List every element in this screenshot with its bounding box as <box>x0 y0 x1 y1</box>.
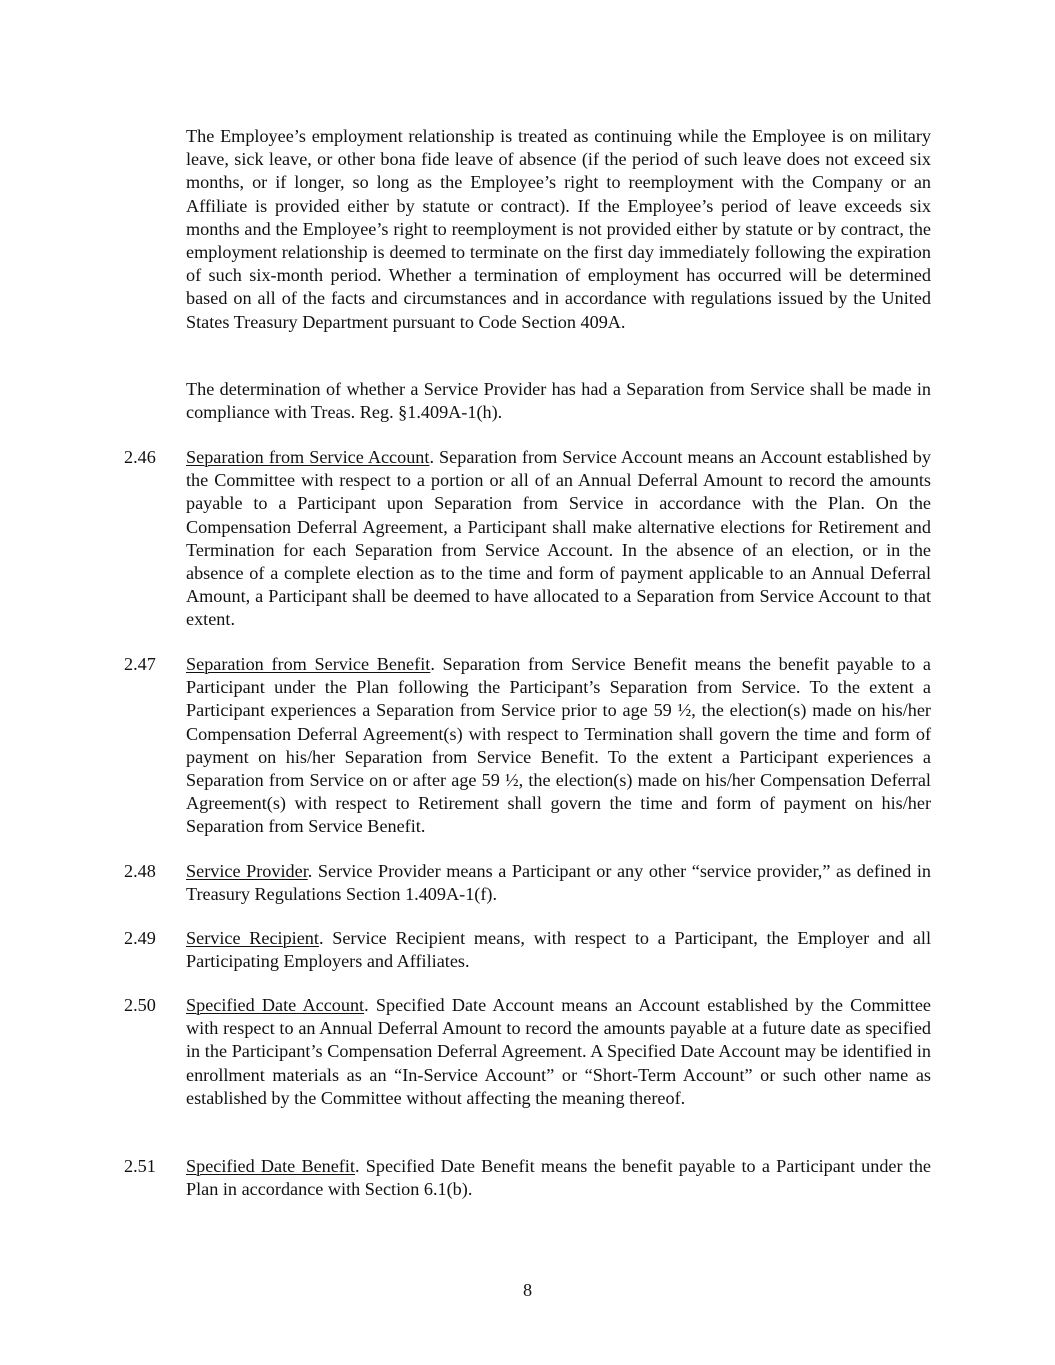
section-2-47 <box>124 653 931 839</box>
section-2-49 <box>124 927 931 973</box>
section-2-51 <box>124 1155 931 1201</box>
defined-term: Separation from Service Account <box>186 447 430 467</box>
defined-term: Service Provider <box>186 861 308 881</box>
definition-text: . Separation from Service Benefit means the benefit payable to a Participant under the Plan following the Participant’s Separation from Service. To the extent a Participant experiences a Separation from Service prior to age 59 ½, the election(s) made on his/her Compensation Deferral Agreement(s) with respect to Termination shall govern the time and form of payment on his/her Separation from Service Benefit. To the extent a Participant experiences a Separation from Service on or after age 59 ½, the election(s) made on his/her Compensation Deferral Agreement(s) with respect to Retirement shall govern the time and form of payment on his/her Separation from Service Benefit. <box>186 654 932 837</box>
intro-paragraph-leave: The Employee’s employment relationship is treated as continuing while the Employee is on military leave, sick leave, or other bona fide leave of absence (if the period of such leave does not exceed six months, or if longer, so long as the Employee’s right to reemployment with the Company or an Affiliate is provided either by statute or contract). If the Employee’s period of leave exceeds six months and the Employee’s right to reemployment is not provided either by statute or by contract, the employment relationship is deemed to terminate on the first day immediately following the expiration of such six-month period. Whether a termination of employment has occurred will be determined based on all of the facts and circumstances and in accordance with regulations issued by the United States Treasury Department pursuant to Code Section 409A. <box>186 126 931 332</box>
definition-text: . Service Provider means a Participant or any other “service provider,” as defined in Treasury Regulations Section 1.409A-1(f). <box>186 861 931 905</box>
section-2-46 <box>124 446 931 632</box>
definition-text: . Service Recipient means, with respect to a Participant, the Employer and all Participating Employers and Affiliates. <box>186 928 932 972</box>
section-number: 2.48 <box>124 861 156 881</box>
defined-term: Separation from Service Benefit <box>186 654 431 674</box>
section-number: 2.46 <box>124 447 156 467</box>
section-body <box>186 927 931 973</box>
section-number: 2.47 <box>124 654 156 674</box>
section-body <box>186 994 931 1110</box>
definition-text: . Specified Date Account means an Account established by the Committee with respect to an Annual Deferral Amount to record the amounts payable at a future date as specified in the Participant’s Compensation Deferral Agreement. A Specified Date Account may be identified in enrollment materials as an “In-Service Account” or “Short-Term Account” or such other name as established by the Committee without affecting the meaning thereof. <box>186 995 931 1108</box>
section-2-48 <box>124 860 931 906</box>
definition-text: . Separation from Service Account means an Account established by the Committee with respect to a portion or all of an Annual Deferral Amount to record the amounts payable to a Participant upon Separation from Service in accordance with the Plan. On the Compensation Deferral Agreement, a Participant shall make alternative elections for Retirement and Termination for each Separation from Service Account. In the absence of an election, or in the absence of a complete election as to the time and form of payment applicable to an Annual Deferral Amount, a Participant shall be deemed to have allocated to a Separation from Service Account to that extent. <box>186 447 931 630</box>
definition-text: . Specified Date Benefit means the benefit payable to a Participant under the Plan in accordance with Section 6.1(b). <box>186 1156 931 1200</box>
page-number: 8 <box>522 1280 533 1300</box>
section-number: 2.50 <box>124 995 156 1015</box>
section-body <box>186 860 931 906</box>
section-body <box>186 1155 931 1201</box>
intro-paragraph-determination: The determination of whether a Service Provider has had a Separation from Service shall be made in compliance with Treas. Reg. §1.409A-1(h). <box>186 379 931 423</box>
section-number: 2.49 <box>124 928 156 948</box>
section-2-50 <box>124 994 931 1110</box>
defined-term: Service Recipient <box>186 928 319 948</box>
section-body <box>186 446 931 632</box>
section-body <box>186 653 931 839</box>
defined-term: Specified Date Benefit <box>186 1156 355 1176</box>
section-number: 2.51 <box>124 1156 156 1176</box>
defined-term: Specified Date Account <box>186 995 365 1015</box>
